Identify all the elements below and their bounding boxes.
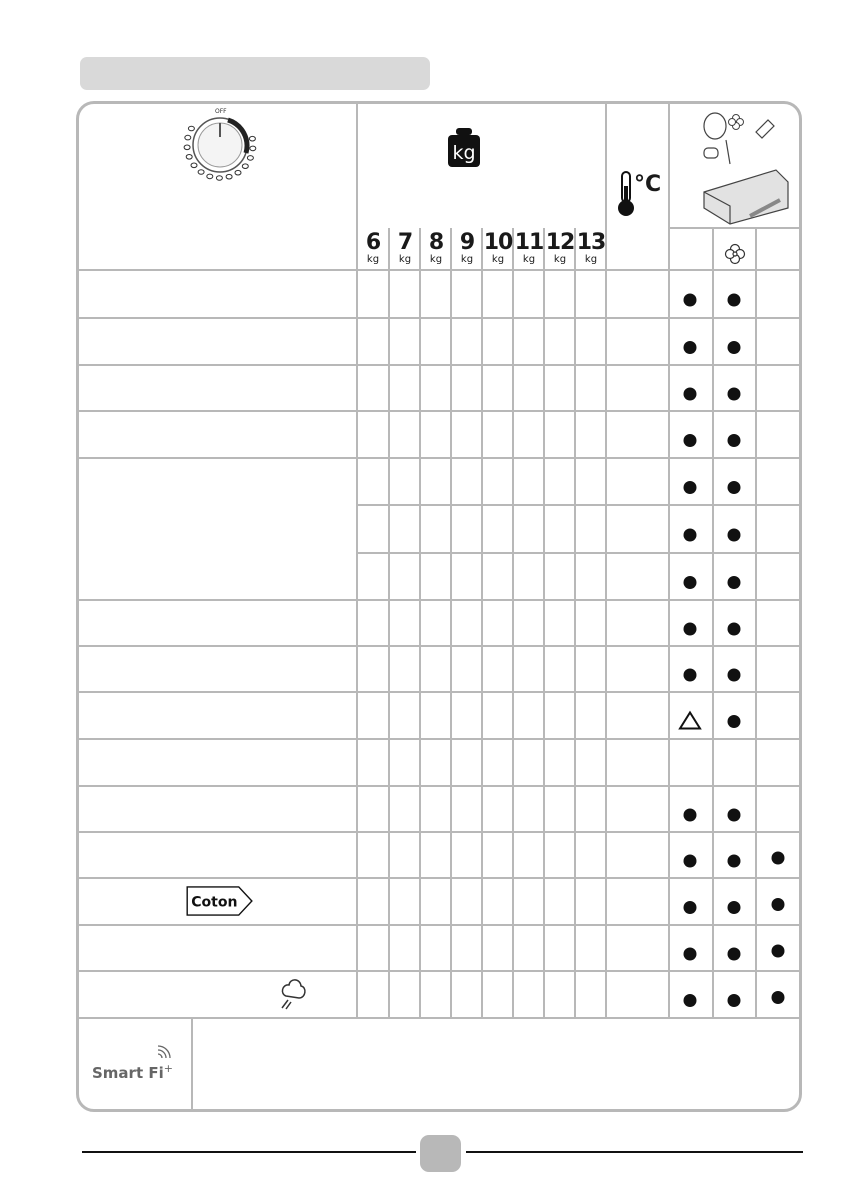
detergent-dot-mark: [728, 994, 741, 1007]
load-column-header: [514, 232, 544, 265]
load-unit: kg: [398, 254, 412, 265]
detergent-dot-mark: [684, 434, 697, 447]
detergent-dot-mark: [684, 623, 697, 636]
load-unit: kg: [460, 254, 474, 265]
temperature-unit: °C: [634, 172, 662, 197]
thermometer-icon: [618, 172, 634, 216]
detergent-dot-mark: [728, 576, 741, 589]
programme-dial-icon: [184, 108, 256, 180]
load-value: 8: [428, 230, 444, 255]
load-value: 6: [365, 230, 381, 255]
detergent-dot-mark: [728, 623, 741, 636]
detergent-dot-mark: [728, 481, 741, 494]
load-value: 11: [514, 230, 544, 255]
dial-position-dot: [186, 155, 192, 160]
detergent-dot-mark: [684, 948, 697, 961]
load-value: 9: [459, 230, 475, 255]
load-column-header: [483, 232, 513, 265]
dial-position-dot: [242, 164, 248, 169]
page-number-badge: [420, 1135, 461, 1172]
detergent-dot-mark: [728, 809, 741, 822]
detergent-dot-mark: [684, 481, 697, 494]
smart-fi-label: [92, 1062, 173, 1082]
detergent-dot-mark: [684, 669, 697, 682]
detergent-dot-mark: [728, 715, 741, 728]
load-column-header: [358, 232, 388, 265]
detergent-dot-mark: [684, 388, 697, 401]
load-value: 10: [483, 230, 513, 255]
load-value: 13: [576, 230, 606, 255]
detergent-dot-mark: [684, 529, 697, 542]
load-column-header: [452, 232, 482, 265]
weight-icon-text: kg: [452, 142, 476, 164]
detergent-dot-mark: [728, 434, 741, 447]
dial-position-dot: [216, 176, 222, 181]
load-unit: kg: [553, 254, 567, 265]
load-unit: kg: [429, 254, 443, 265]
dial-position-dot: [226, 174, 232, 179]
detergent-dot-mark: [728, 901, 741, 914]
detergent-dot-mark: [728, 294, 741, 307]
flower-icon: [726, 245, 745, 264]
detergent-dot-mark: [684, 809, 697, 822]
load-unit: kg: [584, 254, 598, 265]
detergent-dot-mark: [728, 388, 741, 401]
detergent-dot-mark: [728, 529, 741, 542]
weight-icon: [448, 128, 480, 167]
steam-icon: [282, 980, 305, 1009]
detergent-dot-mark: [728, 341, 741, 354]
dial-position-dot: [247, 156, 253, 161]
dial-position-dot: [235, 170, 241, 175]
coton-tag: [184, 886, 256, 916]
dial-position-dot: [198, 170, 204, 175]
dial-position-dot: [207, 174, 213, 179]
load-value: 7: [397, 230, 413, 255]
dial-position-dot: [185, 135, 191, 140]
load-column-header: [390, 232, 420, 265]
load-column-header: [576, 232, 606, 265]
detergent-dot-mark: [684, 341, 697, 354]
svg-text:OFF: OFF: [215, 108, 227, 115]
smart-fi-plus: +: [163, 1062, 173, 1075]
detergent-dot-mark: [772, 898, 785, 911]
load-unit: kg: [491, 254, 505, 265]
dial-position-dot: [250, 146, 256, 151]
footer-rule-left: [82, 1151, 416, 1153]
load-column-header: [545, 232, 575, 265]
detergent-dot-mark: [684, 901, 697, 914]
detergent-triangle-mark: [680, 713, 700, 729]
coton-label: Coton: [191, 894, 238, 911]
load-column-header: [421, 232, 451, 265]
detergent-dot-mark: [684, 855, 697, 868]
detergent-dot-mark: [772, 991, 785, 1004]
detergent-drawer-icon: [704, 113, 788, 224]
wifi-icon: [158, 1046, 170, 1058]
detergent-dot-mark: [728, 855, 741, 868]
detergent-dot-mark: [684, 994, 697, 1007]
detergent-dot-mark: [728, 669, 741, 682]
footer-rule-right: [466, 1151, 803, 1153]
dial-position-dot: [184, 145, 190, 150]
dial-position-dot: [249, 136, 255, 141]
detergent-dot-mark: [772, 945, 785, 958]
smart-fi-text: Smart Fi: [92, 1064, 164, 1082]
load-value: 12: [545, 230, 575, 255]
detergent-dot-mark: [684, 294, 697, 307]
dial-position-dot: [191, 163, 197, 168]
detergent-dot-mark: [728, 948, 741, 961]
detergent-dot-mark: [772, 852, 785, 865]
detergent-dot-mark: [684, 576, 697, 589]
dial-position-dot: [188, 126, 194, 131]
load-unit: kg: [522, 254, 536, 265]
load-unit: kg: [366, 254, 380, 265]
